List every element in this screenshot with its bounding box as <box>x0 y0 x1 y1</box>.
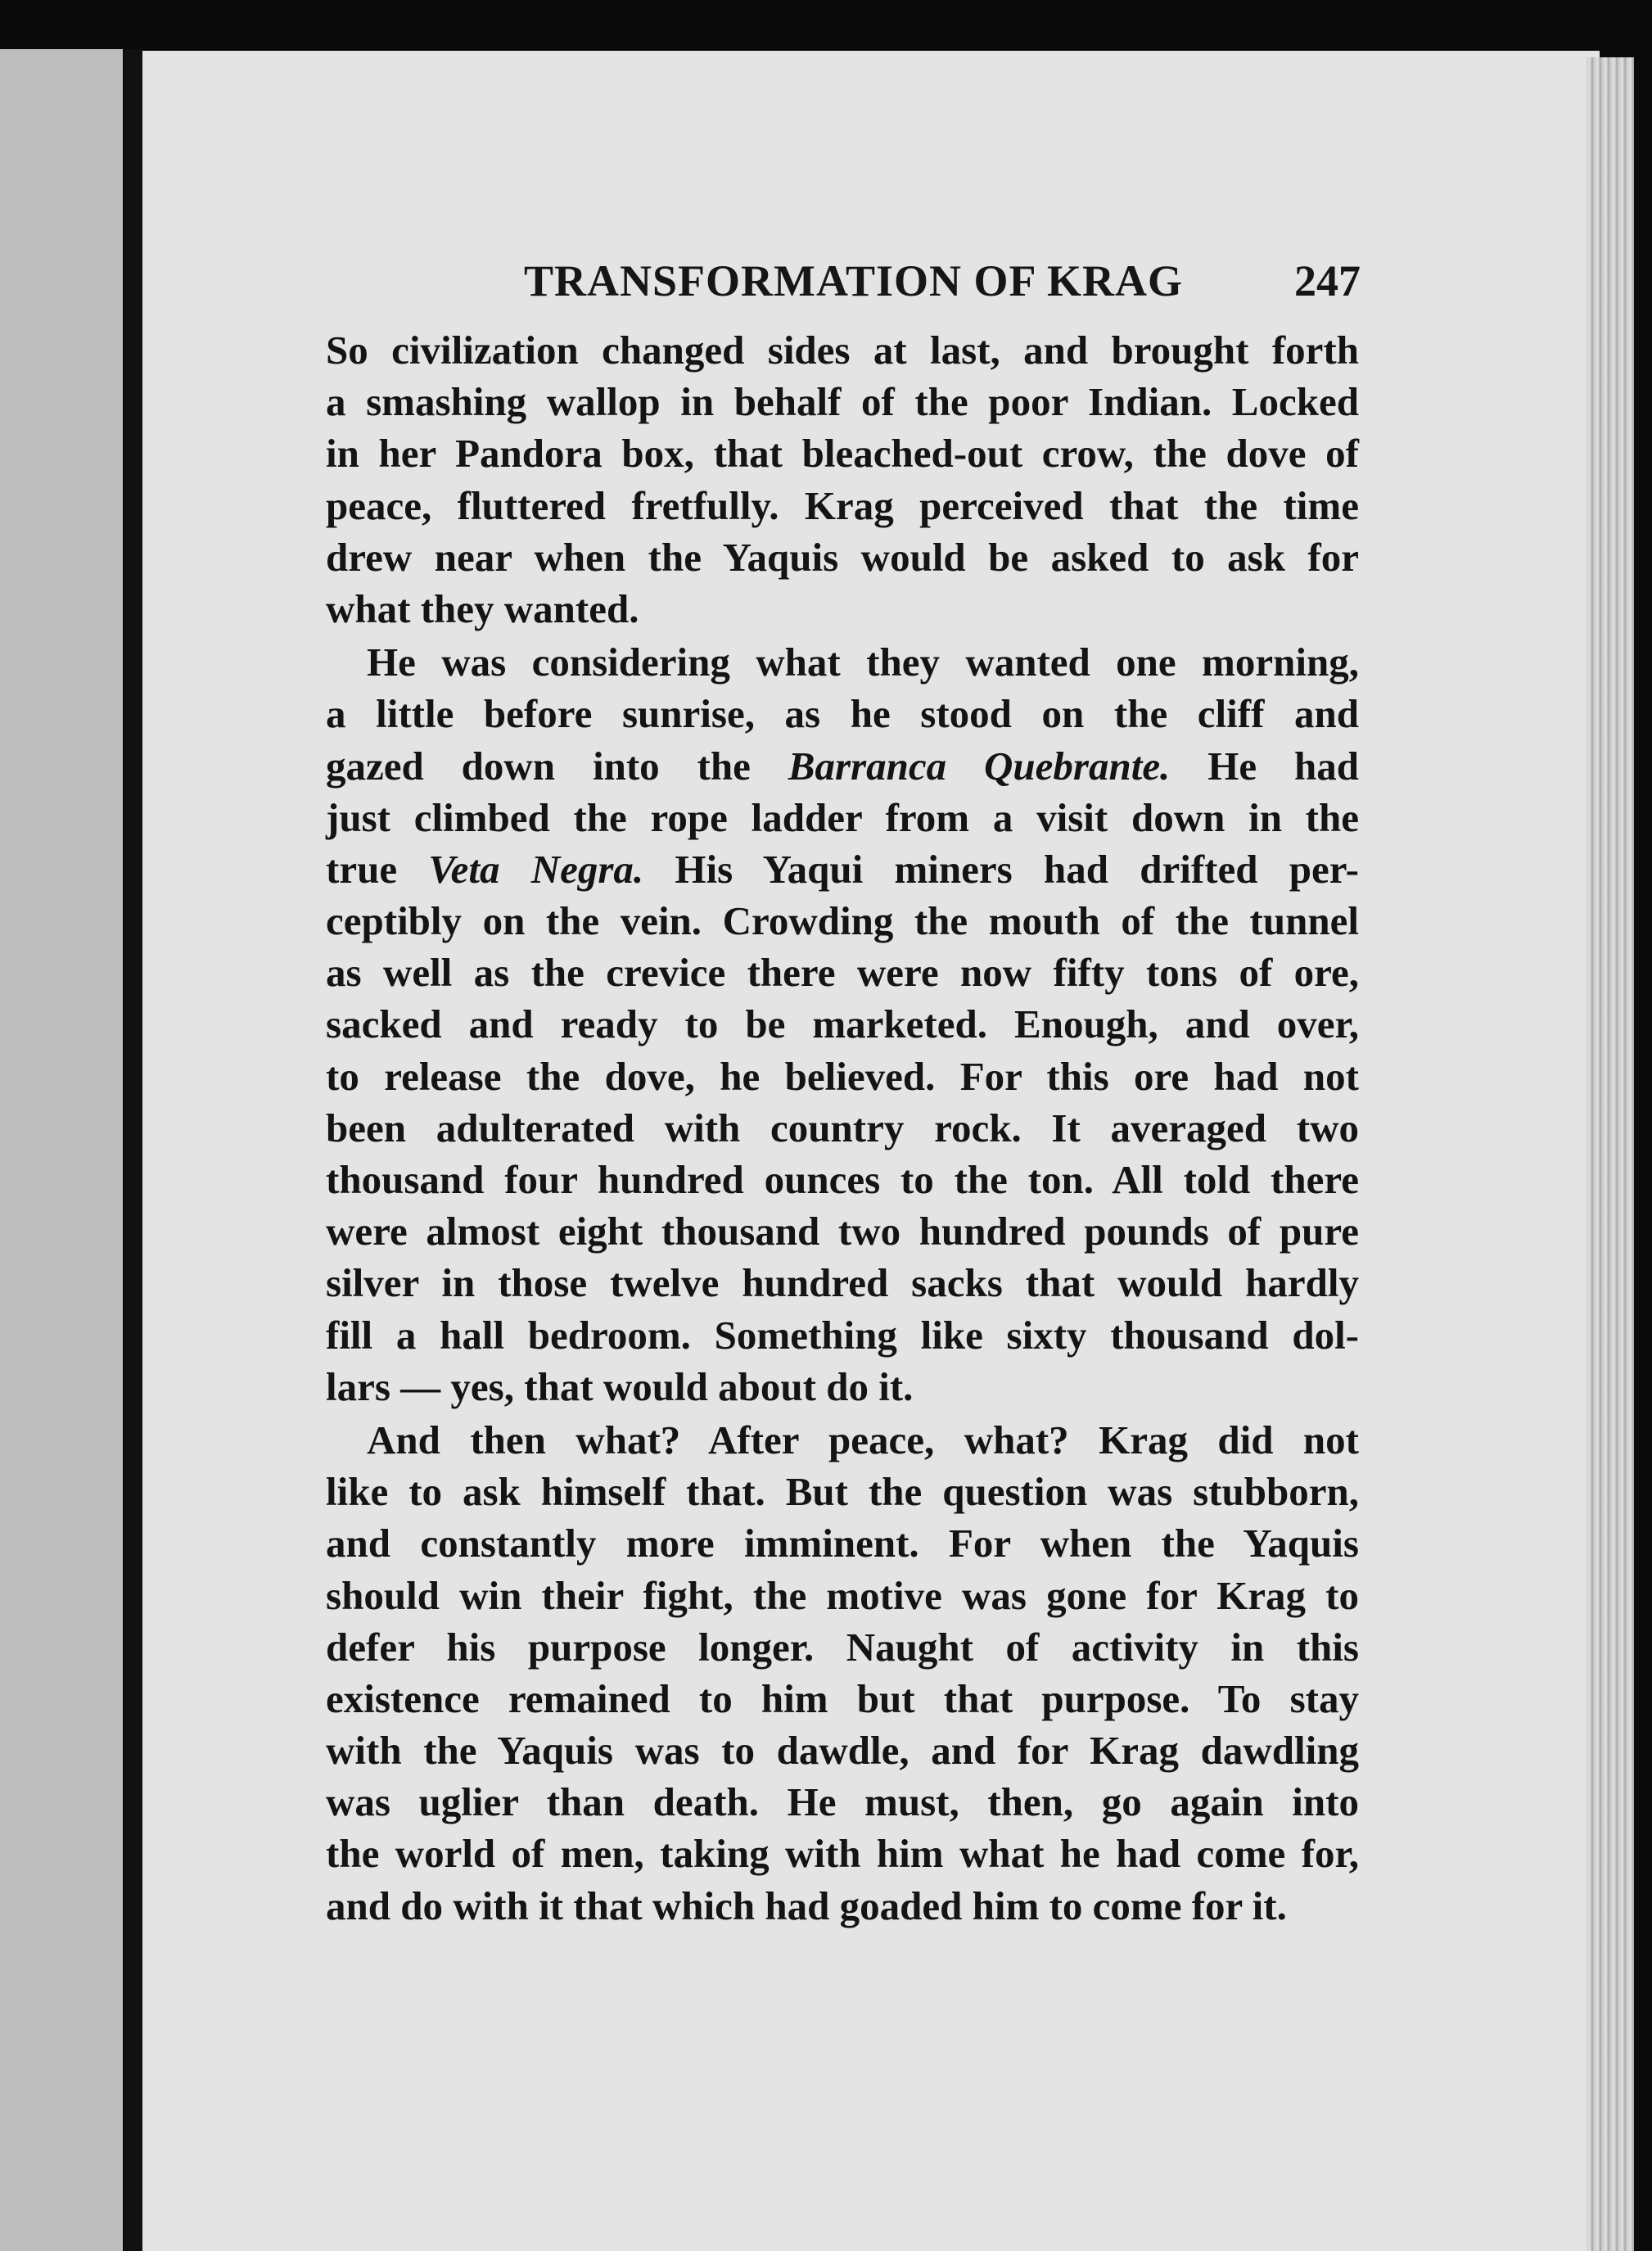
text-line: a smashing wallop in behalf of the poor Indian. Locked <box>326 379 1359 425</box>
text-line: the world of men, taking with him what he had come for, <box>326 1831 1359 1877</box>
text-line: peace, fluttered fretfully. Krag perceived that the time <box>326 482 1359 528</box>
text-line: He was considering what they wanted one morning, <box>367 640 1359 685</box>
page-header <box>327 255 1361 308</box>
text-line: what they wanted. <box>326 585 639 631</box>
text-line: was uglier than death. He must, then, go again into <box>326 1779 1359 1825</box>
text-line: been adulterated with country rock. It averaged two <box>326 1105 1359 1150</box>
text-line: defer his purpose longer. Naught of activity in this <box>326 1624 1359 1670</box>
text-line: lars — yes, that would about do it. <box>326 1363 914 1409</box>
facing-page-edge <box>0 49 123 2251</box>
text-line: true Veta Negra. His Yaqui miners had drifted per- <box>326 846 1359 892</box>
text-line: fill a hall bedroom. Something like sixty thousand dol- <box>326 1312 1359 1358</box>
text-line: And then what? After peace, what? Krag did not <box>367 1417 1359 1462</box>
page-number: 247 <box>1294 256 1361 305</box>
text-line: So civilization changed sides at last, and brought forth <box>326 328 1359 373</box>
text-line: drew near when the Yaquis would be asked to ask for <box>326 534 1359 580</box>
text-line: just climbed the rope ladder from a visit down in the <box>326 794 1359 840</box>
text-line: were almost eight thousand two hundred pounds of pure <box>326 1209 1359 1254</box>
paragraph <box>326 324 1359 635</box>
paragraph <box>326 1414 1359 1932</box>
text-line: should win their fight, the motive was gone for Krag to <box>326 1572 1359 1618</box>
text-line: as well as the crevice there were now fifty tons of ore, <box>326 950 1359 996</box>
paragraph <box>326 636 1359 1413</box>
book-spine-shadow <box>124 49 142 2251</box>
text-line: existence remained to him but that purpose. To stay <box>326 1675 1359 1721</box>
text-line: thousand four hundred ounces to the ton. All told there <box>326 1157 1359 1202</box>
text-line: silver in those twelve hundred sacks that would hardly <box>326 1260 1359 1306</box>
text-line: with the Yaquis was to dawdle, and for Krag dawdling <box>326 1728 1359 1774</box>
text-line: in her Pandora box, that bleached-out crow, the dove of <box>326 431 1359 477</box>
text-line: and do with it that which had goaded him to come for it. <box>326 1883 1287 1928</box>
text-line: ceptibly on the vein. Crowding the mouth of the tunnel <box>326 898 1359 944</box>
text-line: sacked and ready to be marketed. Enough, and over, <box>326 1001 1359 1047</box>
text-line: to release the dove, he believed. For this ore had not <box>326 1053 1359 1099</box>
body-text <box>326 324 1359 1932</box>
text-line: gazed down into the Barranca Quebrante. He had <box>326 743 1359 789</box>
text-line: and constantly more imminent. For when the Yaquis <box>326 1521 1359 1566</box>
running-title: TRANSFORMATION OF KRAG <box>524 256 1183 305</box>
text-line: like to ask himself that. But the question was stubborn, <box>326 1469 1359 1515</box>
text-line: a little before sunrise, as he stood on the cliff and <box>326 691 1359 737</box>
page-stack-edge <box>1587 57 1634 2251</box>
